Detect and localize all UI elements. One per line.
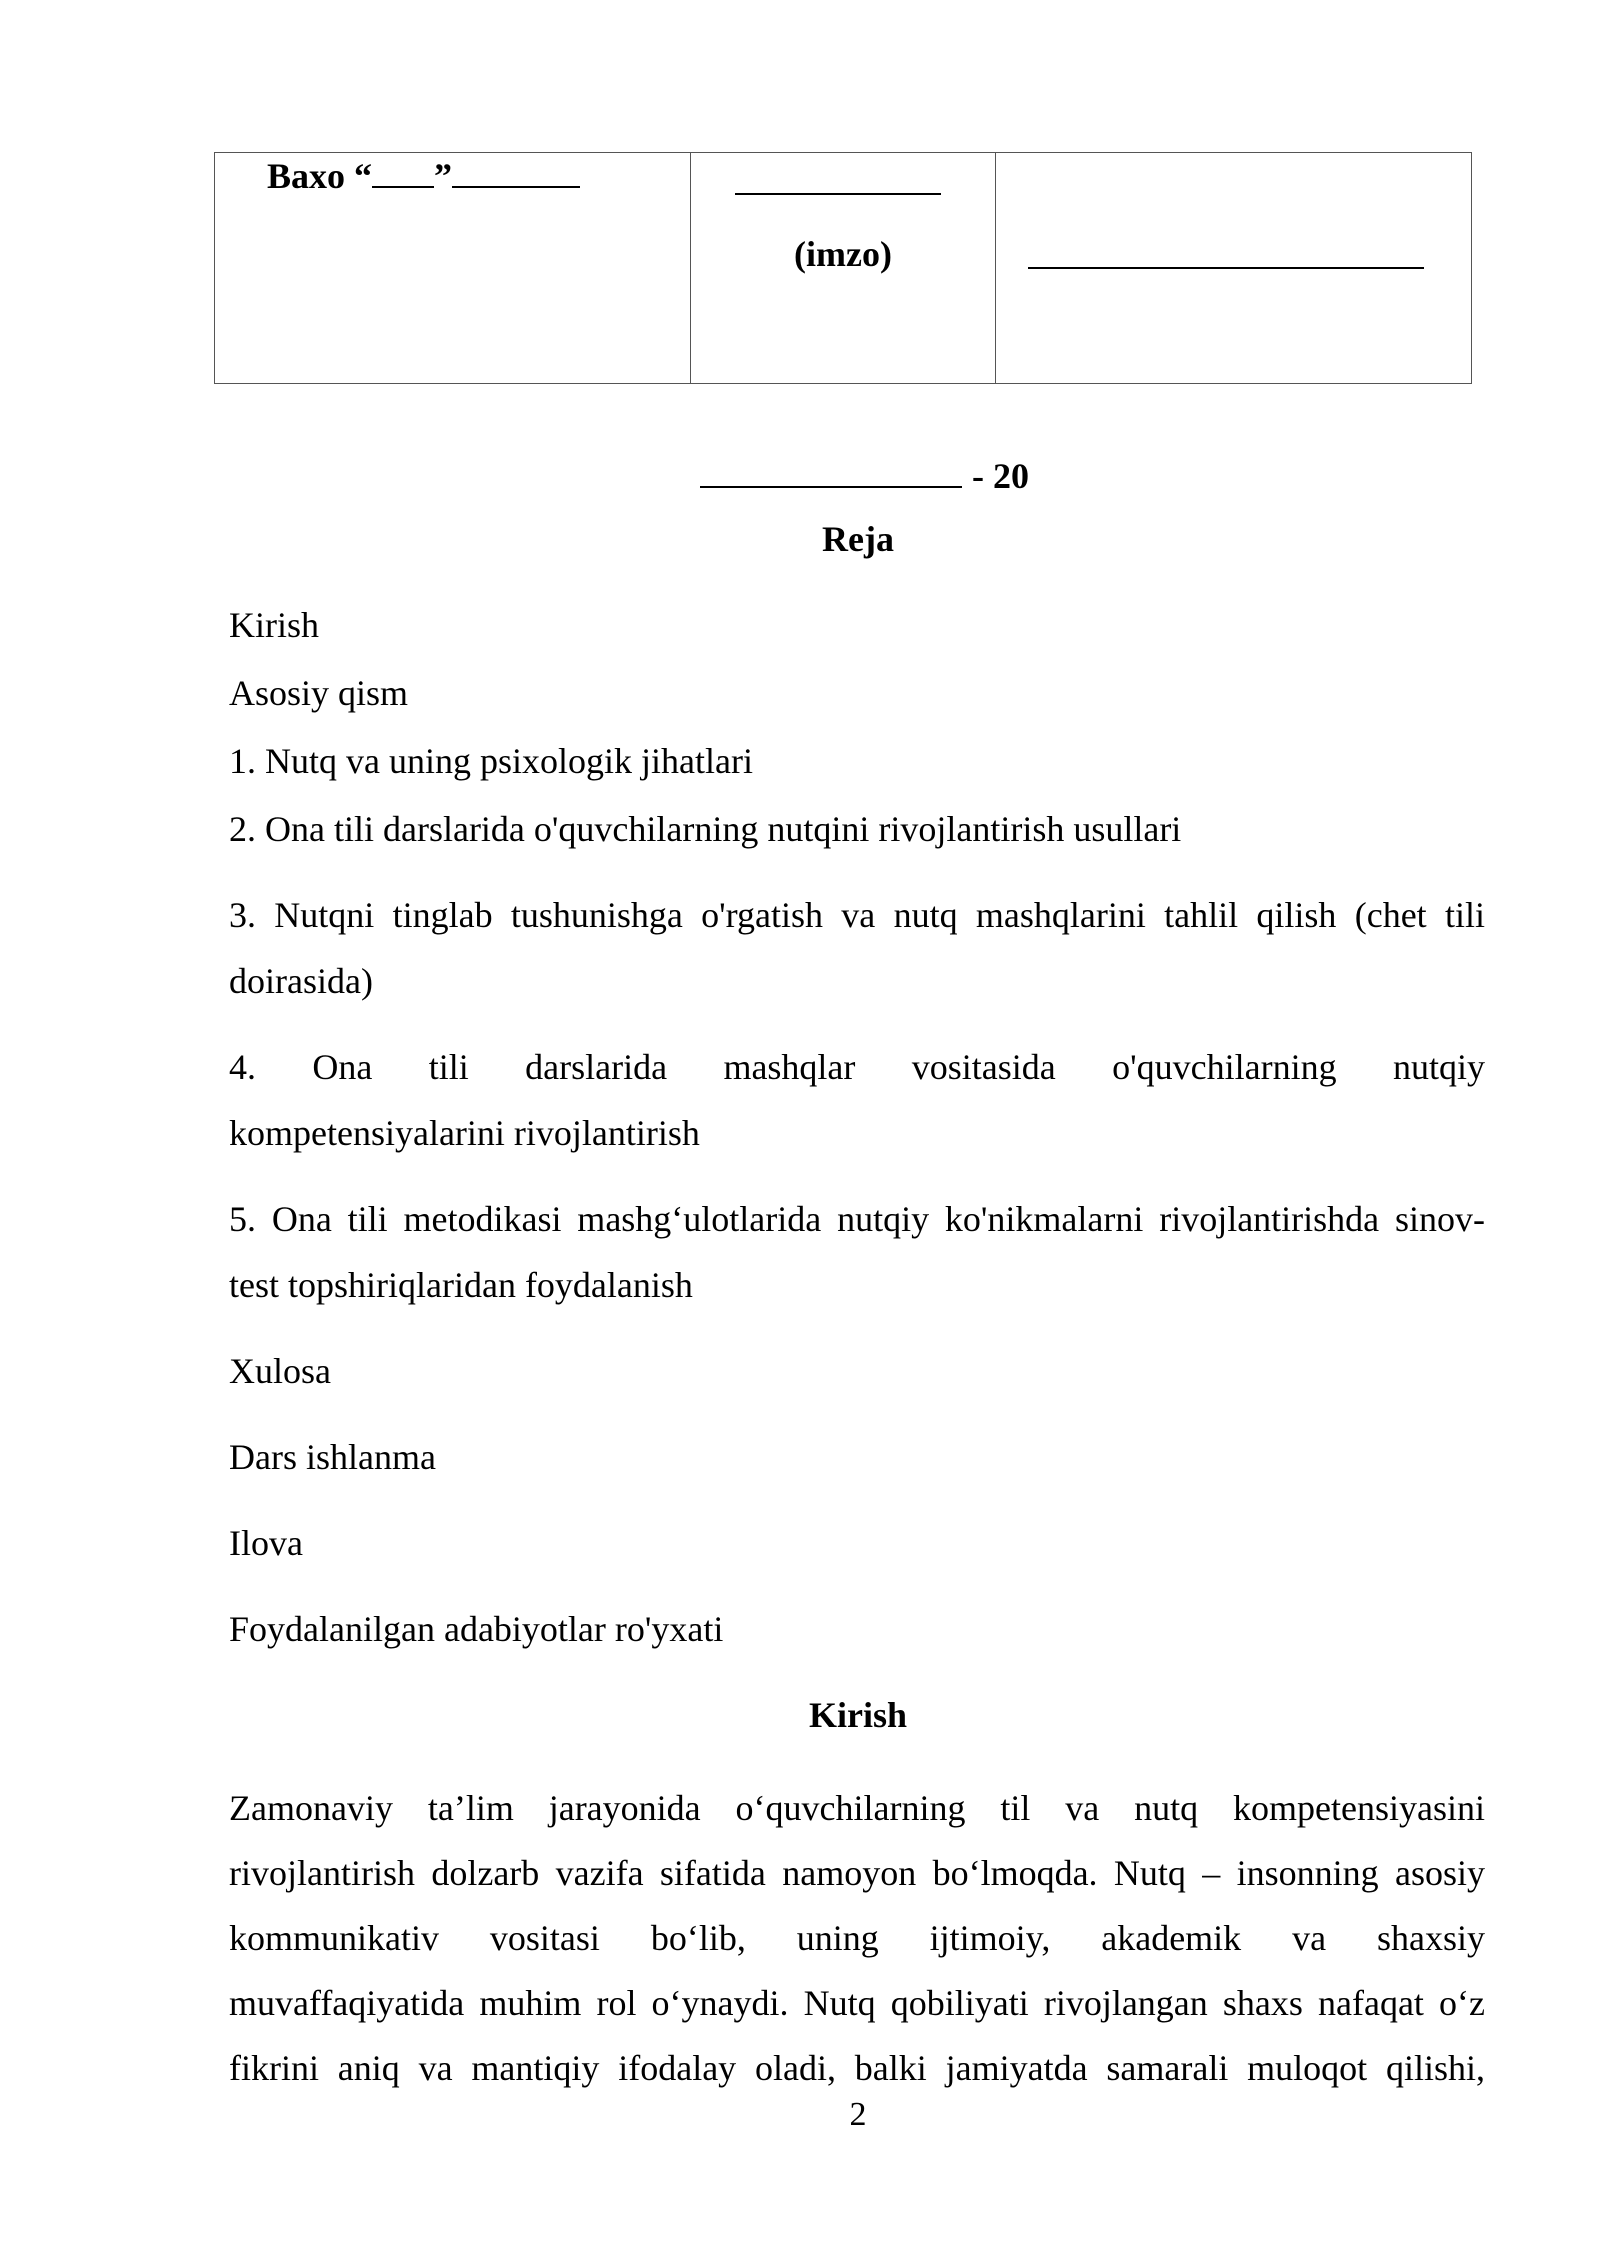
plan-item: Foydalanilgan adabiyotlar ro'yxati [229,1609,724,1649]
signature-blank [735,193,941,195]
plan-item-3-line-1: 3. Nutqni tinglab tushunishga o'rgatish va nutq mashqlarini tahlil qilish (chet tili [229,895,1485,935]
name-blank [1028,267,1424,269]
grade-label: Baxo “ ” [267,155,580,197]
date-line [700,450,1029,497]
grade-blank [372,156,434,188]
intro-paragraph [229,1776,1485,2101]
plan-item: 1. Nutq va uning psixologik jihatlari [229,741,753,781]
plan-item-5-line-1: 5. Ona tili metodikasi mashg‘ulotlarida nutqiy ko'nikmalarni rivojlantirishda sinov- [229,1199,1485,1239]
plan-item-4-line-2: kompetensiyalarini rivojlantirish [229,1113,700,1153]
signature-caption: (imzo) [794,234,892,274]
intro-line: fikrini aniq va mantiqiy ifodalay oladi, balki jamiyatda samarali muloqot qilishi, [229,2048,1485,2088]
intro-heading: Kirish [808,1695,907,1735]
grade-text-blank [452,156,580,188]
grade-signature-table [214,152,1472,384]
plan-item: Kirish [229,605,319,645]
intro-line: Zamonaviy ta’lim jarayonida o‘quvchilarning til va nutq kompetensiyasini [229,1788,1485,1828]
page-number: 2 [849,2096,867,2133]
intro-line: rivojlantirish dolzarb vazifa sifatida namoyon bo‘lmoqda. Nutq – insonning asosiy [229,1853,1485,1893]
signature-cell [691,153,996,383]
plan-item: Ilova [229,1523,303,1563]
plan-item: Xulosa [229,1351,331,1391]
grade-cell [215,153,691,383]
plan-heading: Reja [822,519,894,559]
intro-line: kommunikativ vositasi bo‘lib, uning ijtimoiy, akademik va shaxsiy [229,1918,1485,1958]
name-cell [996,153,1471,383]
intro-line: muvaffaqiyatida muhim rol o‘ynaydi. Nutq qobiliyati rivojlangan shaxs nafaqat o‘z [229,1983,1485,2023]
plan-item-5-line-2: test topshiriqlaridan foydalanish [229,1265,693,1305]
plan-item-4-line-1: 4. Ona tili darslarida mashqlar vositasida o'quvchilarning nutqiy [229,1047,1485,1087]
year-suffix: - 20 [972,456,1029,496]
plan-item: Dars ishlanma [229,1437,436,1477]
plan-item: 2. Ona tili darslarida o'quvchilarning nutqini rivojlantirish usullari [229,809,1182,849]
plan-item: Asosiy qism [229,673,409,713]
plan-item-3-line-2: doirasida) [229,961,373,1001]
date-blank [700,450,962,488]
